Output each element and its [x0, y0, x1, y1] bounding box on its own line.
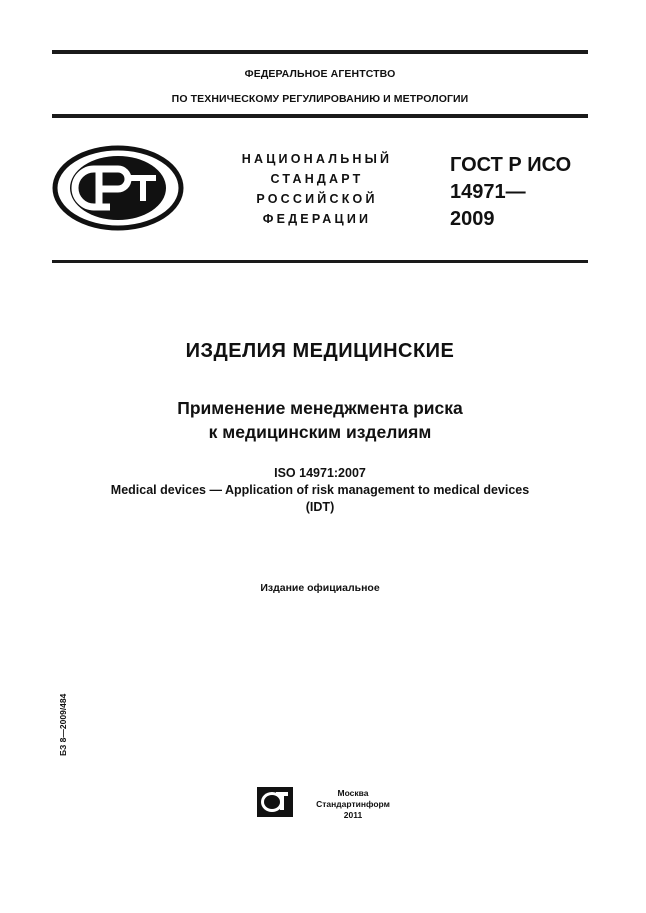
standard-code-line-2: 14971—: [450, 181, 526, 203]
publisher-year: 2011: [343, 810, 363, 820]
national-standard-line-1: НАЦИОНАЛЬНЫЙ: [241, 152, 393, 166]
publisher-logo-icon: [256, 786, 294, 818]
document-title: ИЗДЕЛИЯ МЕДИЦИНСКИЕ: [185, 340, 455, 362]
document-subtitle-line-2: к медицинским изделиям: [208, 422, 432, 442]
agency-line-1: ФЕДЕРАЛЬНОЕ АГЕНТСТВО: [244, 68, 396, 80]
block-rule: [52, 260, 588, 263]
publisher-name: Стандартинформ: [316, 799, 390, 809]
iso-degree: (IDT): [305, 500, 335, 514]
iso-english-title: Medical devices — Application of risk management to medical devices: [110, 483, 530, 497]
national-standard-line-4: ФЕДЕРАЦИИ: [262, 212, 372, 226]
national-standard-line-3: РОССИЙСКОЙ: [256, 192, 378, 206]
publisher-city: Москва: [337, 788, 369, 798]
national-standard-line-2: СТАНДАРТ: [270, 172, 364, 186]
iso-reference: ISO 14971:2007: [274, 466, 366, 480]
header-rule: [52, 114, 588, 118]
rst-logo-icon: [52, 145, 184, 231]
top-rule: [52, 50, 588, 54]
document-subtitle-line-1: Применение менеджмента риска: [177, 398, 463, 418]
side-code: БЗ 8—2009/484: [58, 693, 68, 756]
standard-code-line-1: ГОСТ Р ИСО: [450, 154, 572, 176]
standard-code-line-3: 2009: [450, 208, 495, 230]
edition-note: Издание официальное: [260, 582, 380, 594]
agency-line-2: ПО ТЕХНИЧЕСКОМУ РЕГУЛИРОВАНИЮ И МЕТРОЛОГИИ: [171, 93, 469, 105]
